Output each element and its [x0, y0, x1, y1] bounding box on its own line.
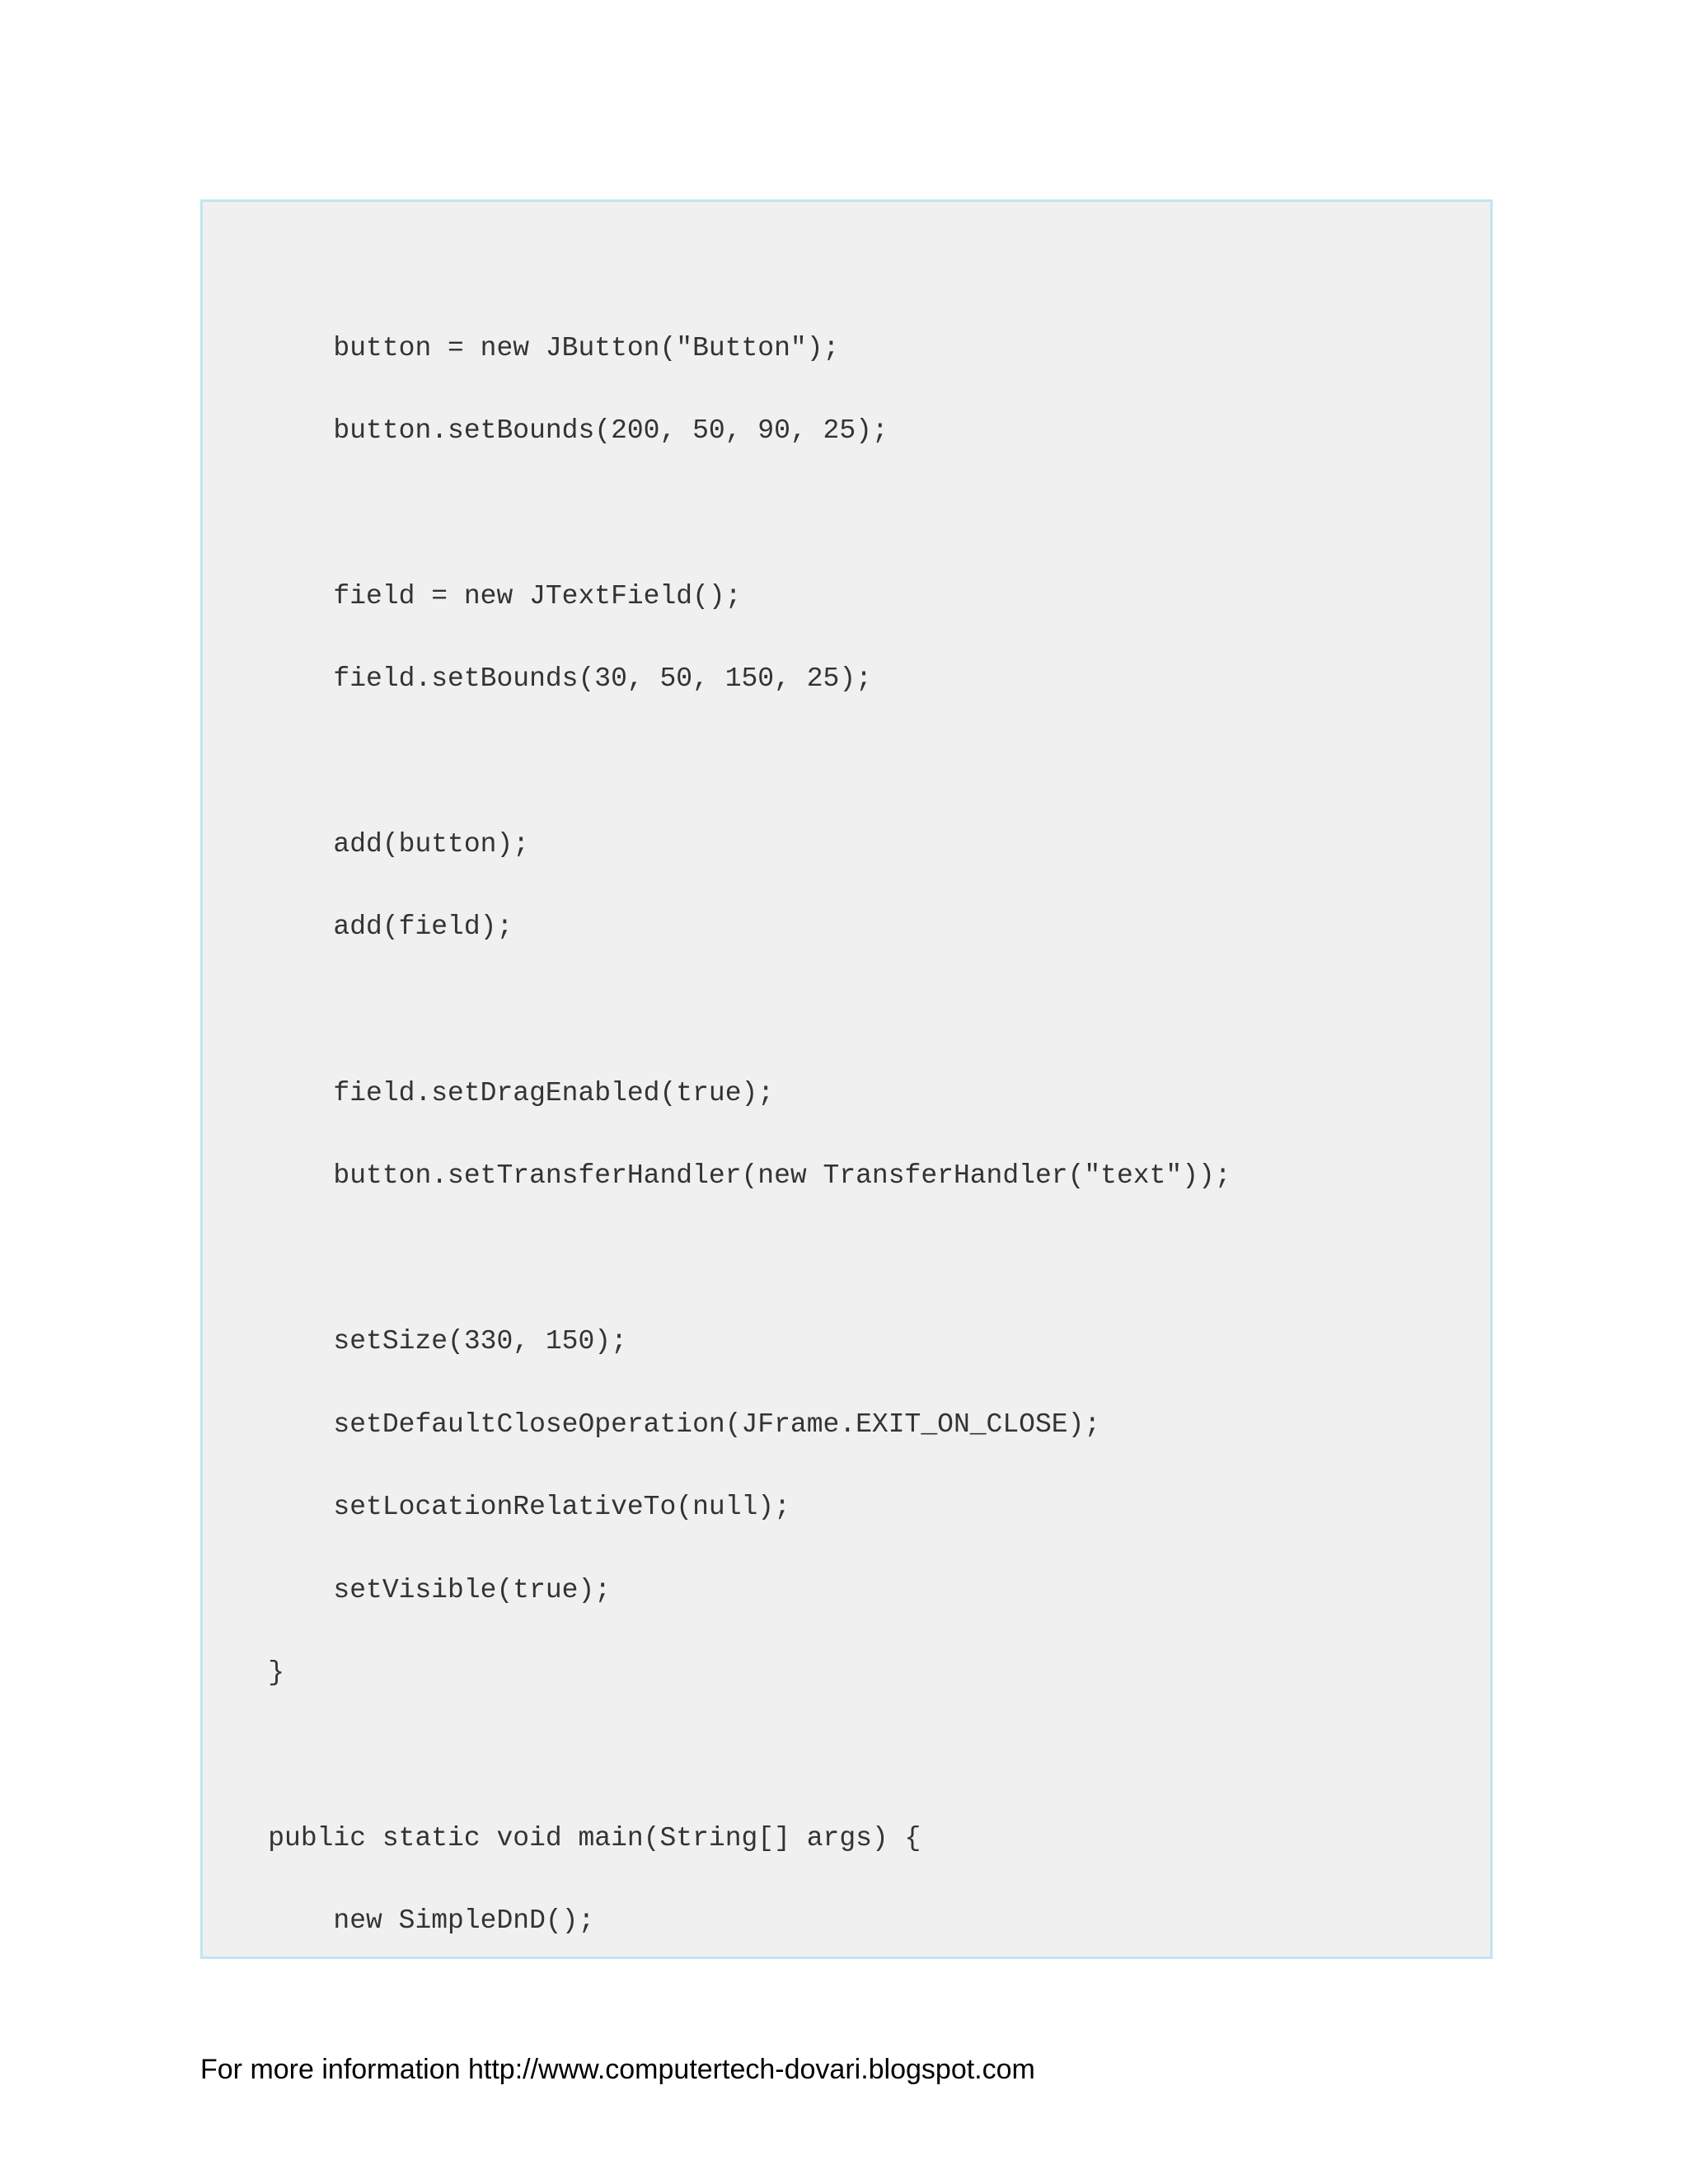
code-block: [200, 199, 1493, 1959]
code-line: add(button);: [203, 829, 530, 860]
code-line: setLocationRelativeTo(null);: [203, 1492, 790, 1522]
code-line: add(field);: [203, 912, 513, 942]
code-line: setSize(330, 150);: [203, 1326, 627, 1357]
code-line: button.setBounds(200, 50, 90, 25);: [203, 415, 889, 446]
code-line: setDefaultCloseOperation(JFrame.EXIT_ON_CLOSE);: [203, 1409, 1101, 1440]
footer-text: For more information http://www.computertech-dovari.blogspot.com: [200, 2054, 1035, 2085]
code-line: new SimpleDnD();: [203, 1905, 595, 1936]
code-line: field.setDragEnabled(true);: [203, 1078, 775, 1108]
code-line: }: [203, 1657, 285, 1688]
code-line: button.setTransferHandler(new TransferHandler("text"));: [203, 1160, 1231, 1191]
code-line: button = new JButton("Button");: [203, 333, 840, 363]
code-line: field.setBounds(30, 50, 150, 25);: [203, 663, 872, 694]
code-line: public static void main(String[] args) {: [203, 1823, 921, 1854]
code-line: setVisible(true);: [203, 1575, 612, 1605]
code-line: field = new JTextField();: [203, 581, 742, 612]
